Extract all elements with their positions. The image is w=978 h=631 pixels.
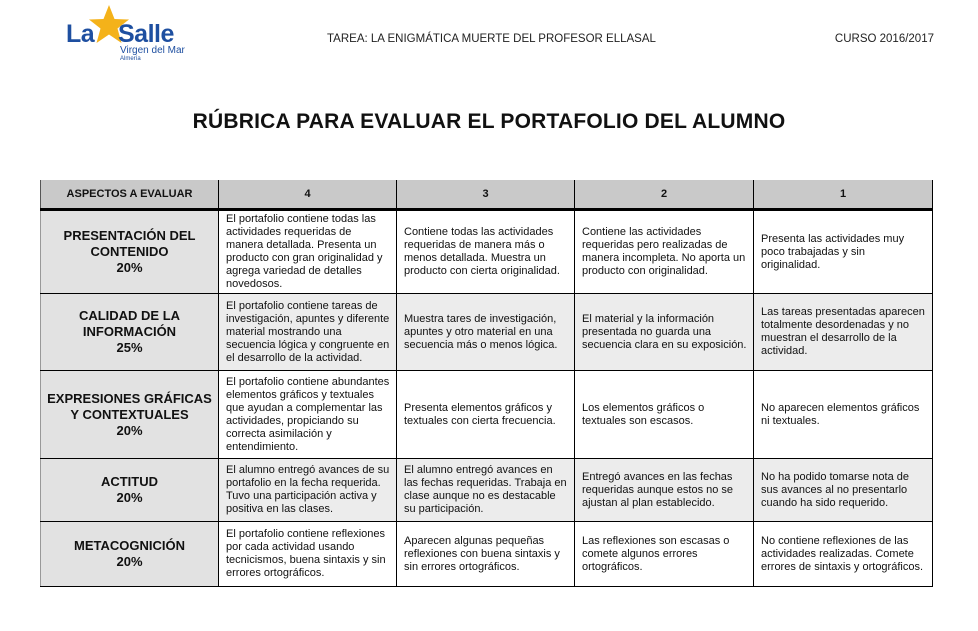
rubric-cell: El portafolio contiene tareas de investigación, apuntes y diferente material mostrando una secuencia lógica y congruente en el desarrollo de la actividad. [219, 294, 397, 371]
column-header-score-2: 2 [575, 180, 754, 210]
rubric-cell: El alumno entregó avances en las fechas requeridas. Trabaja en clase aunque no es destacable su participación. [397, 459, 575, 522]
table-row [41, 459, 933, 522]
aspect-weight: 20% [116, 422, 143, 438]
table-header-row [41, 180, 933, 210]
logo-city: Almería [120, 56, 141, 62]
logo-word-salle: Salle [118, 20, 174, 48]
aspect-weight: 25% [116, 340, 143, 355]
aspect-cell [41, 459, 219, 522]
rubric-cell: Las reflexiones son escasas o comete algunos errores ortográficos. [575, 522, 754, 587]
rubric-cell: El portafolio contiene reflexiones por cada actividad usando tecnicismos, buena sintaxis y sin errores ortográficos. [219, 522, 397, 587]
course-year: CURSO 2016/2017 [834, 33, 934, 45]
logo-subtitle: Virgen del Mar [120, 45, 185, 56]
aspect-cell [41, 371, 219, 459]
rubric-cell: Contiene todas las actividades requeridas de manera más o menos detallada. Muestra un producto con cierta originalidad. [397, 210, 575, 294]
column-header-score-3: 3 [397, 180, 575, 210]
rubric-cell: Contiene las actividades requeridas pero realizadas de manera incompleta. No aporta un producto con originalidad. [575, 210, 754, 294]
logo-word-la: La [66, 20, 95, 48]
rubric-cell: Entregó avances en las fechas requeridas aunque estos no se ajustan al plan establecido. [575, 459, 754, 522]
page-header [0, 0, 978, 70]
rubric-cell: Presenta las actividades muy poco trabajadas y sin originalidad. [754, 210, 933, 294]
la-salle-logo [66, 8, 196, 64]
aspect-name: PRESENTACIÓN DEL CONTENIDO [63, 228, 196, 259]
rubric-cell: Los elementos gráficos o textuales son escasos. [575, 371, 754, 459]
aspect-cell [41, 294, 219, 371]
column-header-score-4: 4 [219, 180, 397, 210]
rubric-cell: El portafolio contiene todas las actividades requeridas de manera detallada. Presenta un producto con gran originalidad y agrega variedad de detalles novedosos. [219, 210, 397, 294]
table-row [41, 294, 933, 371]
rubric-cell: No aparecen elementos gráficos ni textuales. [754, 371, 933, 459]
aspect-cell [41, 210, 219, 294]
rubric-cell: El alumno entregó avances de su portafolio en la fecha requerida. Tuvo una participación activa y positiva en las clases. [219, 459, 397, 522]
rubric-cell: Muestra tares de investigación, apuntes y otro material en una secuencia más o menos lógica. [397, 294, 575, 371]
page-title: RÚBRICA PARA EVALUAR EL PORTAFOLIO DEL ALUMNO [192, 110, 786, 133]
rubric-cell: Presenta elementos gráficos y textuales con cierta frecuencia. [397, 371, 575, 459]
rubric-cell: No contiene reflexiones de las actividades realizadas. Comete errores de sintaxis y ortográficos. [754, 522, 933, 587]
rubric-table [40, 180, 933, 587]
rubric-cell: Las tareas presentadas aparecen totalmente desordenadas y no muestran el desarrollo de la actividad. [754, 294, 933, 371]
table-row [41, 522, 933, 587]
rubric-cell: El material y la información presentada no guarda una secuencia clara en su exposición. [575, 294, 754, 371]
aspect-cell [41, 522, 219, 587]
column-header-score-1: 1 [754, 180, 933, 210]
aspect-name: CALIDAD DE LA INFORMACIÓN [78, 308, 181, 339]
aspect-name: METACOGNICIÓN [74, 538, 185, 553]
aspect-weight: 20% [116, 260, 143, 275]
aspect-weight: 20% [116, 490, 143, 505]
rubric-cell: No ha podido tomarse nota de sus avances al no presentarlo cuando ha sido requerido. [754, 459, 933, 522]
aspect-name: EXPRESIONES GRÁFICAS Y CONTEXTUALES [47, 390, 212, 422]
rubric-cell: Aparecen algunas pequeñas reflexiones con buena sintaxis y sin errores ortográficos. [397, 522, 575, 587]
table-row [41, 371, 933, 459]
aspect-weight: 20% [116, 554, 143, 569]
rubric-cell: El portafolio contiene abundantes elementos gráficos y textuales que ayudan a complementar las actividades, propiciando su correcta asimilación y entendimiento. [219, 371, 397, 459]
column-header-aspects: ASPECTOS A EVALUAR [41, 180, 219, 210]
task-title: TAREA: LA ENIGMÁTICA MUERTE DEL PROFESOR ELLASAL [327, 33, 656, 45]
aspect-name: ACTITUD [100, 474, 159, 489]
table-row [41, 210, 933, 294]
